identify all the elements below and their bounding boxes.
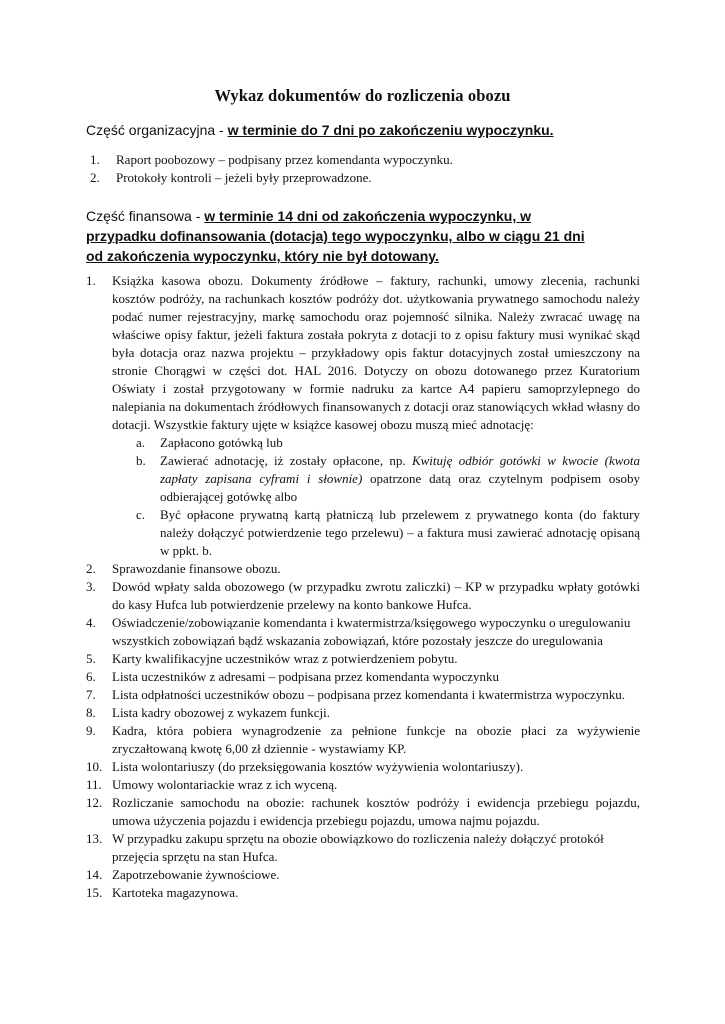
item-text: Książka kasowa obozu. Dokumenty źródłowe – faktury, rachunki, umowy zlecenia, rachunki kosztów podróży, na rachunkach kosztów podróży dot. użytkowania prywatnego samochodu należy podać numer rejestracyjny, markę samochodu oraz pojemność silnika. Należy zwracać uwagę na właściwe opisy faktur, jeżeli faktura została pokryta z dotacji to z opisu faktury musi wynikać skąd była dotacja oraz nazwa projektu – przykładowy opis faktur dotacyjnych został umieszczony na stronie Chorągwi w części dot. HAL 2016. Dotyczy on obozu dotowanego przez Kuratorium Oświaty i został przygotowany w formie nadruku za kartce A4 papieru samoprzylepnego do nalepiania na dokumentach źródłowych finansowanych z dotacji oraz stanowiących wkład własny do dotacji. Wszystkie faktury ujęte w książce kasowej obozu muszą mieć adnotację: [112, 273, 640, 432]
list-item [86, 722, 640, 758]
item-text: Umowy wolontariackie wraz z ich wyceną. [112, 777, 338, 792]
list-item [86, 560, 640, 578]
item-text: Lista wolontariuszy (do przeksięgowania kosztów wyżywienia wolontariuszy). [112, 759, 524, 774]
item-text: Dowód wpłaty salda obozowego (w przypadku zwrotu zaliczki) – KP w przypadku wpłaty gotówki do kasy Hufca lub potwierdzenie przelewy na konto bankowe Hufca. [112, 579, 640, 612]
sub-item-text-italic: Kwituję odbiór gotówki w kwocie (kwota zapłaty zapisana cyframi i słownie) [160, 453, 641, 486]
item-number: 1. [86, 273, 96, 288]
financial-list [86, 272, 640, 902]
item-text: Lista kadry obozowej z wykazem funkcji. [112, 705, 331, 720]
item-text: Lista odpłatności uczestników obozu – podpisana przez komendanta i kwatermistrza wypoczynku. [112, 687, 625, 702]
sub-list-item [136, 452, 640, 506]
list-item [86, 830, 640, 866]
item-number: 9. [86, 723, 96, 738]
list-item [86, 272, 640, 560]
sub-item-letter: a. [136, 435, 146, 450]
list-item [86, 578, 640, 614]
sub-list [112, 434, 640, 560]
sub-item-text-post: opatrzone datą oraz czytelnym podpisem osoby odbierającej gotówkę albo [160, 471, 640, 504]
list-item [90, 151, 610, 169]
item-number: 3. [86, 579, 96, 594]
section-organizational-heading [86, 120, 646, 140]
section-label: Część finansowa - [86, 208, 205, 224]
item-text: Lista uczestników z adresami – podpisana przez komendanta wypoczynku [112, 669, 499, 684]
document-title: Wykaz dokumentów do rozliczenia obozu [214, 86, 511, 105]
item-number: 15. [86, 885, 103, 900]
list-item [90, 169, 610, 187]
list-item [86, 650, 640, 668]
item-number: 12. [86, 795, 103, 810]
item-text: Raport poobozowy – podpisany przez komendanta wypoczynku. [116, 152, 453, 167]
item-number: 2. [86, 561, 96, 576]
item-number: 8. [86, 705, 96, 720]
section-deadline: w terminie do 7 dni po zakończeniu wypoczynku. [227, 122, 554, 138]
sub-item-letter: b. [136, 453, 146, 468]
item-text: W przypadku zakupu sprzętu na obozie obowiązkowo do rozliczenia należy dołączyć protokół przejęcia sprzętu na stan Hufca. [112, 831, 604, 864]
item-text: Kadra, która pobiera wynagrodzenie za pełnione funkcje na obozie płaci za wyżywienie zryczałtowaną kwotę 6,00 zł dziennie - wystawiamy KP. [112, 723, 640, 756]
sub-item-text: Być opłacone prywatną kartą płatniczą lub przelewem z prywatnego konta (do faktury należy dołączyć potwierdzenie tego przelewu) – a faktura musi zawierać adnotację opisaną w ppkt. b. [160, 507, 640, 558]
item-number: 5. [86, 651, 96, 666]
item-number: 13. [86, 831, 103, 846]
section-label: Część organizacyjna - [86, 122, 228, 138]
item-number: 10. [86, 759, 103, 774]
item-text: Rozliczanie samochodu na obozie: rachunek kosztów podróży i ewidencja przebiegu pojazdu, umowa użyczenia pojazdu i ewidencja przebiegu pojazdu, umowa najmu pojazdu. [112, 795, 640, 828]
item-number: 2. [90, 170, 100, 185]
item-number: 14. [86, 867, 103, 882]
sub-item-text: Zapłacono gotówką lub [160, 435, 283, 450]
sub-item-text-pre: Zawierać adnotację, iż zostały opłacone, np. [160, 453, 412, 468]
list-item [86, 668, 640, 686]
list-item [86, 686, 640, 704]
item-text: Oświadczenie/zobowiązanie komendanta i kwatermistrza/księgowego wypoczynku o uregulowaniu wszystkich zobowiązań bądź wskazania zobowiązań, które pozostały jeszcze do uregulowania [112, 615, 631, 648]
list-item [86, 866, 640, 884]
item-number: 7. [86, 687, 96, 702]
list-item [86, 614, 640, 650]
organizational-list [90, 151, 610, 187]
section-financial-heading [86, 206, 596, 266]
item-number: 6. [86, 669, 96, 684]
sub-list-item [136, 506, 640, 560]
item-text: Protokoły kontroli – jeżeli były przeprowadzone. [116, 170, 372, 185]
list-item [86, 884, 640, 902]
section-deadline: w terminie 14 dni od zakończenia wypoczynku, w przypadku dofinansowania (dotacja) tego wypoczynku, albo w ciągu 21 dni od zakończenia wypoczynku, który nie był dotowany. [86, 208, 585, 264]
item-text: Karty kwalifikacyjne uczestników wraz z potwierdzeniem pobytu. [112, 651, 458, 666]
list-item [86, 758, 640, 776]
item-text: Sprawozdanie finansowe obozu. [112, 561, 281, 576]
list-item [86, 704, 640, 722]
item-text: Kartoteka magazynowa. [112, 885, 239, 900]
list-item [86, 794, 640, 830]
list-item [86, 776, 640, 794]
item-number: 1. [90, 152, 100, 167]
sub-item-letter: c. [136, 507, 146, 522]
item-number: 4. [86, 615, 96, 630]
sub-list-item [136, 434, 640, 452]
item-number: 11. [86, 777, 102, 792]
item-text: Zapotrzebowanie żywnościowe. [112, 867, 280, 882]
